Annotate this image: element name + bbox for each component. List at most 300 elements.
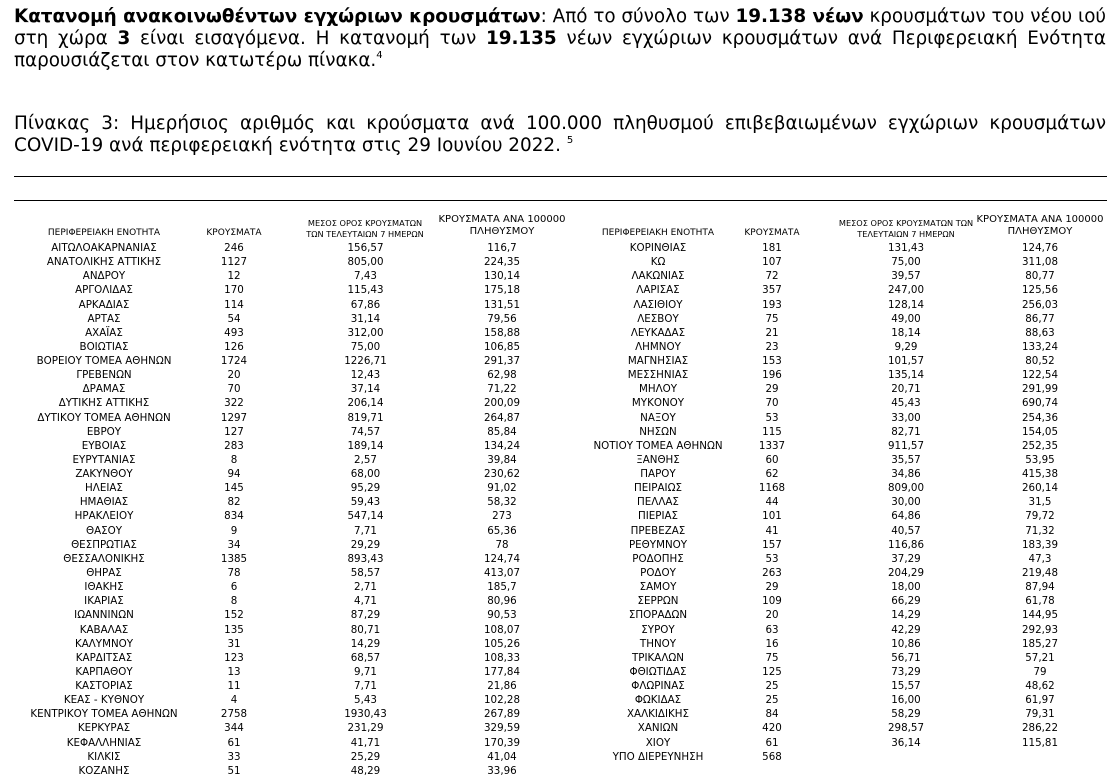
cell-region: ΙΚΑΡΙΑΣ: [84, 595, 124, 608]
cell-cases: 16: [765, 637, 779, 650]
cell-per100k: 85,84: [487, 425, 517, 438]
cell-avg7: 14,29: [891, 609, 921, 622]
cell-region: ΗΛΕΙΑΣ: [85, 482, 123, 495]
cell-per100k: 48,62: [1025, 680, 1055, 693]
cell-per100k: 71,22: [487, 383, 517, 396]
cell-region: ΙΩΑΝΝΙΝΩΝ: [74, 609, 134, 622]
cell-cases: 31: [227, 637, 241, 650]
cell-cases: 135: [224, 623, 244, 636]
cell-cases: 114: [224, 298, 244, 311]
cell-region: ΖΑΚΥΝΘΟΥ: [75, 468, 133, 481]
intro-footnote: 4: [376, 50, 383, 61]
cell-region: ΦΘΙΩΤΙΔΑΣ: [629, 665, 687, 678]
cell-region: ΠΙΕΡΙΑΣ: [637, 510, 679, 523]
cell-per100k: 115,81: [1021, 736, 1059, 749]
table-row: [0, 707, 1114, 721]
cell-cases: 263: [762, 566, 782, 579]
cell-per100k: 87,94: [1025, 581, 1055, 594]
cell-cases: 127: [224, 425, 244, 438]
cell-cases: 72: [765, 270, 779, 283]
cell-cases: 181: [762, 242, 782, 254]
cell-avg7: 809,00: [887, 482, 925, 495]
cell-cases: 75: [765, 651, 779, 664]
intro-text-1: : Από το σύνολο των: [540, 6, 736, 27]
domestic-cases: 19.135: [486, 28, 557, 49]
cell-cases: 12: [227, 270, 241, 283]
cell-per100k: 690,74: [1021, 397, 1059, 410]
cell-per100k: 185,27: [1021, 637, 1059, 650]
cell-per100k: 144,95: [1021, 609, 1059, 622]
cell-per100k: 39,84: [487, 453, 517, 466]
table-row: [0, 283, 1114, 297]
cell-per100k: 260,14: [1021, 482, 1059, 495]
table-caption: [14, 113, 1106, 157]
cell-avg7: 101,57: [887, 355, 925, 368]
cell-region: ΜΥΚΟΝΟΥ: [631, 397, 685, 410]
cell-avg7: 42,29: [891, 623, 921, 636]
total-new-cases: 19.138 νέων: [735, 6, 864, 27]
cell-avg7: 116,86: [887, 538, 925, 551]
cell-region: ΔΥΤΙΚΗΣ ΑΤΤΙΚΗΣ: [58, 397, 150, 410]
cell-avg7: 34,86: [891, 468, 921, 481]
divider-bottom: [14, 200, 1107, 201]
cell-per100k: 415,38: [1021, 468, 1059, 481]
cell-per100k: 131,51: [483, 298, 521, 311]
cell-avg7: 9,71: [354, 665, 377, 678]
cell-per100k: 200,09: [483, 397, 521, 410]
cell-per100k: 267,89: [483, 708, 521, 721]
cell-cases: 21: [765, 326, 779, 339]
cell-avg7: 36,14: [891, 736, 921, 749]
intro-paragraph: [14, 6, 1106, 72]
cell-per100k: 291,37: [483, 355, 521, 368]
cell-region: ΛΑΡΙΣΑΣ: [636, 284, 680, 297]
cell-per100k: 158,88: [483, 326, 521, 339]
cell-region: ΛΑΚΩΝΙΑΣ: [631, 270, 685, 283]
cell-per100k: 273: [492, 510, 512, 523]
cell-per100k: 79,72: [1025, 510, 1055, 523]
header-per100k-right: ΚΡΟΥΣΜΑΤΑ ΑΝΑ 100000 ΠΛΗΘΥΣΜΟΥ: [976, 214, 1104, 237]
cell-region: ΚΕΡΚΥΡΑΣ: [77, 722, 131, 735]
cell-avg7: 35,57: [891, 453, 921, 466]
cell-avg7: 7,43: [354, 270, 377, 283]
cell-cases: 145: [224, 482, 244, 495]
cell-cases: 29: [765, 383, 779, 396]
cell-cases: 1168: [758, 482, 786, 495]
cell-region: ΚΕΦΑΛΛΗΝΙΑΣ: [66, 736, 142, 749]
cell-avg7: 247,00: [887, 284, 925, 297]
cell-avg7: 9,29: [894, 340, 918, 353]
cell-region: ΑΡΤΑΣ: [87, 312, 121, 325]
table-row: [0, 580, 1114, 594]
cell-region: ΡΟΔΟΠΗΣ: [632, 552, 684, 565]
cell-region: ΚΑΡΔΙΤΣΑΣ: [75, 651, 133, 664]
cell-avg7: 40,57: [891, 524, 921, 537]
cell-region: ΚΩ: [650, 256, 666, 269]
cell-cases: 62: [765, 468, 779, 481]
cell-per100k: 91,02: [487, 482, 517, 495]
table-row: [0, 382, 1114, 396]
cell-per100k: 185,7: [487, 581, 517, 594]
table-row: [0, 764, 1114, 778]
table-row: [0, 439, 1114, 453]
cell-region: ΘΗΡΑΣ: [86, 566, 122, 579]
cell-avg7: 74,57: [350, 425, 381, 438]
cell-cases: 82: [227, 496, 241, 509]
cell-region: ΥΠΟ ΔΙΕΡΕΥΝΗΣΗ: [612, 750, 704, 763]
cell-cases: 53: [765, 411, 779, 424]
cell-per100k: 88,63: [1025, 326, 1055, 339]
cell-avg7: 128,14: [887, 298, 925, 311]
cell-per100k: 80,52: [1025, 355, 1055, 368]
cell-region: ΕΥΒΟΙΑΣ: [81, 439, 127, 452]
cell-region: ΚΑΒΑΛΑΣ: [79, 623, 129, 636]
cell-region: ΠΑΡΟΥ: [640, 468, 676, 481]
cell-region: ΒΟΙΩΤΙΑΣ: [79, 340, 129, 353]
cell-region: ΑΡΚΑΔΙΑΣ: [78, 298, 130, 311]
cell-region: ΚΟΡΙΝΘΙΑΣ: [629, 242, 687, 254]
cell-avg7: 41,71: [350, 736, 381, 749]
cell-per100k: 41,04: [487, 750, 517, 763]
cell-cases: 54: [227, 312, 241, 325]
cell-cases: 70: [227, 383, 241, 396]
cell-avg7: 115,43: [347, 284, 384, 297]
cell-cases: 78: [227, 566, 241, 579]
cell-cases: 25: [765, 680, 779, 693]
cell-per100k: 254,36: [1021, 411, 1059, 424]
cell-avg7: 75,00: [891, 256, 921, 269]
cell-region: ΧΑΛΚΙΔΙΚΗΣ: [626, 708, 689, 721]
cell-avg7: 68,57: [350, 651, 381, 664]
cell-per100k: 291,99: [1021, 383, 1059, 396]
cell-per100k: 58,32: [487, 496, 517, 509]
cell-per100k: 154,05: [1021, 425, 1059, 438]
table-row: [0, 538, 1114, 552]
cell-avg7: 10,86: [891, 637, 921, 650]
cell-region: ΓΡΕΒΕΝΩΝ: [76, 369, 132, 382]
cell-region: ΛΕΣΒΟΥ: [637, 312, 679, 325]
cell-avg7: 82,71: [891, 425, 921, 438]
cell-cases: 125: [762, 665, 782, 678]
cell-per100k: 33,96: [487, 764, 517, 777]
cell-cases: 568: [762, 750, 782, 763]
cell-avg7: 68,00: [350, 468, 381, 481]
cell-avg7: 131,43: [887, 242, 925, 254]
cell-cases: 109: [762, 595, 782, 608]
table-row: [0, 665, 1114, 679]
cell-region: ΦΛΩΡΙΝΑΣ: [631, 680, 685, 693]
cell-per100k: 65,36: [487, 524, 517, 537]
cell-per100k: 21,86: [487, 680, 517, 693]
cell-region: ΘΕΣΣΑΛΟΝΙΚΗΣ: [63, 552, 145, 565]
cell-per100k: 230,62: [483, 468, 521, 481]
cell-region: ΜΑΓΝΗΣΙΑΣ: [627, 355, 689, 368]
cell-cases: 107: [762, 256, 782, 269]
cell-per100k: 79: [1033, 665, 1047, 678]
cell-per100k: 256,03: [1021, 298, 1059, 311]
cell-cases: 1337: [758, 439, 786, 452]
cell-cases: 20: [765, 609, 779, 622]
cell-avg7: 2,71: [354, 581, 377, 594]
cell-per100k: 175,18: [483, 284, 521, 297]
table-row: [0, 637, 1114, 651]
cell-cases: 63: [765, 623, 779, 636]
cell-region: ΣΥΡΟΥ: [641, 623, 675, 636]
table-row: [0, 467, 1114, 481]
cell-avg7: 64,86: [891, 510, 921, 523]
cell-per100k: 329,59: [483, 722, 521, 735]
table-row: [0, 693, 1114, 707]
cell-cases: 61: [765, 736, 779, 749]
cell-avg7: 135,14: [887, 369, 925, 382]
cell-avg7: 189,14: [347, 439, 384, 452]
table-row: [0, 524, 1114, 538]
cell-per100k: 122,54: [1021, 369, 1059, 382]
imported-cases: 3: [117, 28, 131, 49]
cell-per100k: 108,07: [483, 623, 521, 636]
cell-cases: 41: [765, 524, 779, 537]
cell-region: ΚΙΛΚΙΣ: [87, 750, 121, 763]
cell-avg7: 5,43: [354, 694, 377, 707]
table-row: [0, 594, 1114, 608]
cell-region: ΚΑΣΤΟΡΙΑΣ: [75, 680, 133, 693]
cell-cases: 11: [227, 680, 241, 693]
cell-avg7: 75,00: [350, 340, 381, 353]
cell-region: ΤΡΙΚΑΛΩΝ: [632, 651, 684, 664]
cell-cases: 6: [230, 581, 238, 594]
table-row: [0, 396, 1114, 410]
cell-avg7: 4,71: [354, 595, 377, 608]
table-row: [0, 326, 1114, 340]
cell-per100k: 311,08: [1021, 256, 1059, 269]
cell-region: ΠΕΛΛΑΣ: [637, 496, 679, 509]
cell-avg7: 48,29: [350, 764, 381, 777]
cell-region: ΝΟΤΙΟΥ ΤΟΜΕΑ ΑΘΗΝΩΝ: [593, 439, 723, 452]
cell-region: ΣΕΡΡΩΝ: [637, 595, 679, 608]
table-row: [0, 340, 1114, 354]
cell-avg7: 39,57: [891, 270, 921, 283]
cell-region: ΑΝΔΡΟΥ: [82, 270, 126, 283]
cell-region: ΕΒΡΟΥ: [86, 425, 122, 438]
header-cases-left: ΚΡΟΥΣΜΑΤΑ: [206, 228, 262, 238]
cell-region: ΔΡΑΜΑΣ: [82, 383, 126, 396]
cell-region: ΔΥΤΙΚΟΥ ΤΟΜΕΑ ΑΘΗΝΩΝ: [37, 411, 171, 424]
cell-cases: 157: [762, 538, 782, 551]
cell-cases: 115: [762, 425, 782, 438]
cell-per100k: 86,77: [1025, 312, 1055, 325]
cell-avg7: 15,57: [891, 680, 921, 693]
cell-per100k: 61,97: [1025, 694, 1055, 707]
cell-region: ΚΟΖΑΝΗΣ: [78, 764, 130, 777]
cell-region: ΑΧΑΪΑΣ: [85, 326, 123, 339]
table-row: [0, 721, 1114, 735]
table-row: [0, 495, 1114, 509]
cell-avg7: 805,00: [347, 256, 384, 269]
cell-region: ΠΡΕΒΕΖΑΣ: [630, 524, 686, 537]
header-region-right: ΠΕΡΙΦΕΡΕΙΑΚΗ ΕΝΟΤΗΤΑ: [601, 228, 715, 238]
cell-per100k: 224,35: [483, 256, 521, 269]
cell-avg7: 2,57: [354, 453, 377, 466]
cell-avg7: 33,00: [891, 411, 921, 424]
cell-cases: 4: [230, 694, 238, 707]
cell-cases: 152: [224, 609, 244, 622]
table-row: [0, 651, 1114, 665]
cell-region: ΣΠΟΡΑΔΩΝ: [628, 609, 688, 622]
cell-avg7: 58,29: [891, 708, 921, 721]
cell-per100k: 413,07: [483, 566, 521, 579]
cell-avg7: 231,29: [347, 722, 384, 735]
cell-avg7: 49,00: [891, 312, 921, 325]
cell-region: ΚΑΛΥΜΝΟΥ: [74, 637, 134, 650]
header-avg7-right: ΜΕΣΟΣ ΟΡΟΣ ΚΡΟΥΣΜΑΤΩΝ ΤΩΝ ΤΕΛΕΥΤΑΙΩΝ 7 ΗΜΕΡΩΝ: [838, 218, 974, 239]
cell-region: ΞΑΝΘΗΣ: [636, 453, 680, 466]
cell-cases: 70: [765, 397, 779, 410]
cell-avg7: 95,29: [350, 482, 381, 495]
cell-avg7: 1226,71: [344, 355, 387, 368]
cell-avg7: 14,29: [350, 637, 381, 650]
cell-region: ΗΜΑΘΙΑΣ: [79, 496, 129, 509]
table-row: [0, 750, 1114, 764]
table-row: [0, 269, 1114, 283]
cell-avg7: 206,14: [347, 397, 384, 410]
cell-per100k: 31,5: [1028, 496, 1052, 509]
cell-avg7: 312,00: [347, 326, 384, 339]
cell-cases: 1297: [220, 411, 248, 424]
cell-cases: 25: [765, 694, 779, 707]
cell-avg7: 37,29: [891, 552, 921, 565]
cell-avg7: 16,00: [891, 694, 921, 707]
cell-cases: 246: [224, 242, 244, 254]
cell-per100k: 57,21: [1025, 651, 1055, 664]
cell-region: ΚΕΝΤΡΙΚΟΥ ΤΟΜΕΑ ΑΘΗΝΩΝ: [30, 708, 178, 721]
cell-cases: 196: [762, 369, 782, 382]
cell-cases: 9: [230, 524, 238, 537]
cell-avg7: 80,71: [350, 623, 381, 636]
cell-cases: 1724: [220, 355, 248, 368]
table-row: [0, 481, 1114, 495]
cell-region: ΣΑΜΟΥ: [639, 581, 677, 594]
cell-per100k: 183,39: [1021, 538, 1059, 551]
cell-per100k: 53,95: [1025, 453, 1055, 466]
cell-cases: 60: [765, 453, 779, 466]
cell-avg7: 73,29: [891, 665, 921, 678]
cell-cases: 1127: [220, 256, 248, 269]
table-row: [0, 411, 1114, 425]
cell-cases: 493: [224, 326, 244, 339]
caption-footnote: 5: [566, 135, 574, 146]
cell-per100k: 170,39: [483, 736, 521, 749]
cell-avg7: 31,14: [350, 312, 381, 325]
cell-region: ΑΝΑΤΟΛΙΚΗΣ ΑΤΤΙΚΗΣ: [46, 256, 162, 269]
cell-avg7: 7,71: [354, 524, 377, 537]
cell-region: ΒΟΡΕΙΟΥ ΤΟΜΕΑ ΑΘΗΝΩΝ: [36, 355, 172, 368]
cell-cases: 123: [224, 651, 244, 664]
cell-avg7: 911,57: [887, 439, 925, 452]
cell-cases: 20: [227, 369, 241, 382]
cell-cases: 153: [762, 355, 782, 368]
cell-per100k: 264,87: [483, 411, 521, 424]
cell-per100k: 106,85: [483, 340, 521, 353]
cell-avg7: 12,43: [350, 369, 381, 382]
cell-avg7: 1930,43: [344, 708, 387, 721]
cell-per100k: 105,26: [483, 637, 521, 650]
cell-cases: 322: [224, 397, 244, 410]
cell-avg7: 30,00: [891, 496, 921, 509]
table-row: [0, 509, 1114, 523]
cell-region: ΗΡΑΚΛΕΙΟΥ: [74, 510, 134, 523]
cell-per100k: 252,35: [1021, 439, 1059, 452]
cell-per100k: 90,53: [487, 609, 517, 622]
intro-text-3: είναι εισαγόμενα. Η κατανομή των: [130, 28, 486, 49]
cell-region: ΚΕΑΣ - ΚΥΘΝΟΥ: [63, 694, 145, 707]
cell-avg7: 819,71: [347, 411, 384, 424]
table-row: [0, 368, 1114, 382]
cell-avg7: 59,43: [350, 496, 381, 509]
cell-region: ΡΕΘΥΜΝΟΥ: [628, 538, 688, 551]
cell-avg7: 45,43: [891, 397, 921, 410]
intro-text-4: νέων εγχώριων κρουσμάτων ανά Περιφερειακή Ενότητα παρουσιάζεται στον κατωτέρω πίνακα.: [14, 28, 1107, 71]
header-cases-right: ΚΡΟΥΣΜΑΤΑ: [744, 228, 800, 238]
table-row: [0, 736, 1114, 750]
table-row: [0, 298, 1114, 312]
cell-cases: 1385: [220, 552, 248, 565]
table-row: [0, 312, 1114, 326]
cell-per100k: 292,93: [1021, 623, 1059, 636]
cell-avg7: 204,29: [887, 566, 925, 579]
cell-per100k: 80,77: [1025, 270, 1055, 283]
cell-per100k: 102,28: [483, 694, 521, 707]
cell-per100k: 108,33: [483, 651, 521, 664]
table-caption-text: Πίνακας 3: Ημερήσιος αριθμός και κρούσματα ανά 100.000 πληθυσμού επιβεβαιωμένων εγχώριων κρουσμάτων COVID-19 ανά περιφερειακή ενότητα στις 29 Ιουνίου 2022.: [14, 113, 1106, 156]
cell-per100k: 78: [495, 538, 509, 551]
table-row: [0, 552, 1114, 566]
table-row: [0, 425, 1114, 439]
table-row: [0, 354, 1114, 368]
cell-cases: 344: [224, 722, 244, 735]
cell-region: ΠΕΙΡΑΙΩΣ: [634, 482, 682, 495]
cell-per100k: 177,84: [483, 665, 521, 678]
cell-avg7: 7,71: [354, 680, 377, 693]
cell-per100k: 79,56: [487, 312, 517, 325]
header-region-left: ΠΕΡΙΦΕΡΕΙΑΚΗ ΕΝΟΤΗΤΑ: [47, 228, 161, 238]
cell-cases: 51: [227, 764, 241, 777]
table-row: [0, 241, 1114, 255]
table-row: [0, 566, 1114, 580]
cell-avg7: 18,14: [891, 326, 921, 339]
cell-cases: 357: [762, 284, 782, 297]
cell-cases: 2758: [220, 708, 248, 721]
cell-region: ΜΗΛΟΥ: [638, 383, 678, 396]
cell-avg7: 18,00: [891, 581, 921, 594]
cell-region: ΕΥΡΥΤΑΝΙΑΣ: [72, 453, 136, 466]
cell-cases: 193: [762, 298, 782, 311]
cell-cases: 8: [230, 595, 238, 608]
cell-avg7: 66,29: [891, 595, 921, 608]
cell-per100k: 116,7: [487, 242, 517, 254]
cell-region: ΧΙΟΥ: [645, 736, 671, 749]
cell-avg7: 56,71: [891, 651, 921, 664]
cell-cases: 8: [230, 453, 238, 466]
cell-region: ΛΑΣΙΘΙΟΥ: [633, 298, 683, 311]
table-row: [0, 608, 1114, 622]
cell-per100k: 133,24: [1021, 340, 1059, 353]
cell-per100k: 124,74: [483, 552, 521, 565]
cell-avg7: 87,29: [350, 609, 381, 622]
cell-per100k: 124,76: [1021, 242, 1059, 254]
cell-per100k: 125,56: [1021, 284, 1059, 297]
cell-avg7: 67,86: [350, 298, 381, 311]
cell-region: ΑΡΓΟΛΙΔΑΣ: [75, 284, 133, 297]
